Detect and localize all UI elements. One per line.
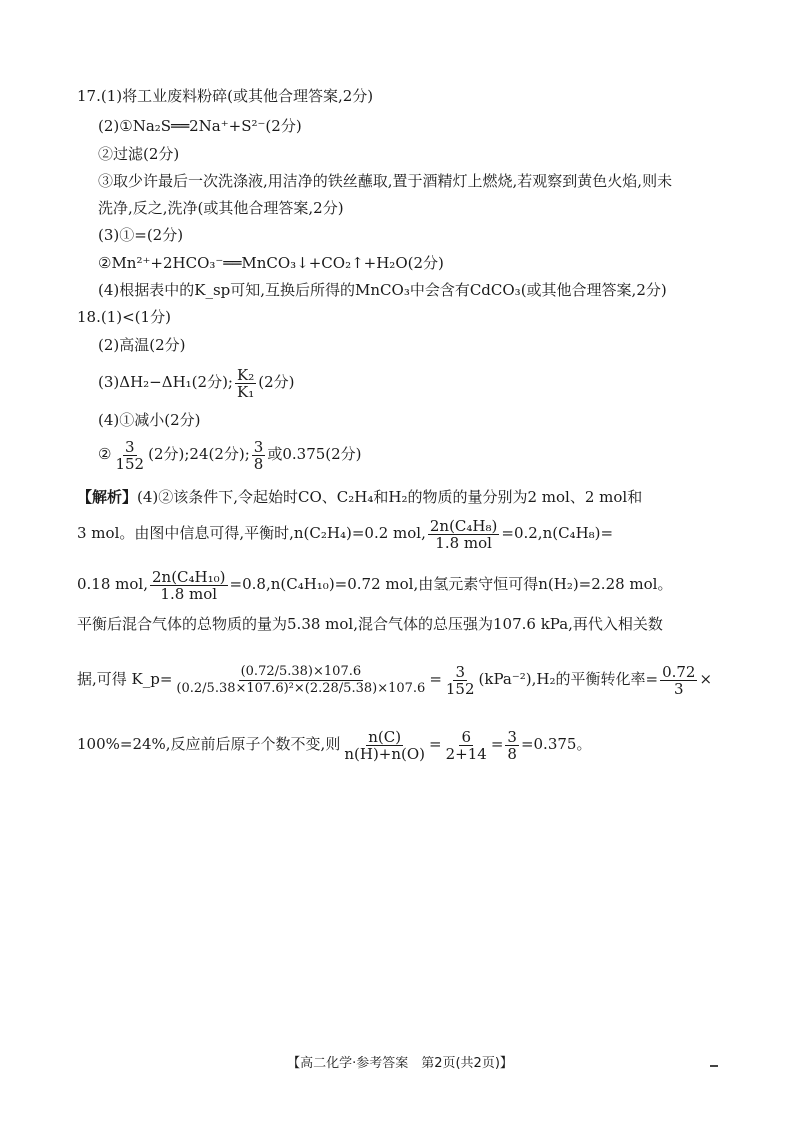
- ratio-num: 3: [253, 437, 264, 456]
- ratio-fraction: [252, 439, 266, 472]
- atom-ratio-num: n(C): [368, 727, 402, 746]
- c4h10-fraction: [150, 569, 228, 602]
- corner-mark: [710, 1065, 718, 1067]
- six-sixteenths-fraction: [444, 729, 489, 762]
- analysis-line-5: [77, 648, 712, 710]
- q17-line-4: ③取少许最后一次洗涤液,用洁净的铁丝蘸取,置于酒精灯上燃烧,若观察到黄色火焰,则未: [98, 172, 673, 190]
- c4h8-fraction: [428, 518, 500, 551]
- atom-ratio-den: n(H)+n(O): [344, 744, 426, 763]
- k-ratio-den: K₁: [236, 382, 255, 401]
- q18-line-2: (2)高温(2分): [98, 336, 186, 354]
- q18-l3-post: (2分): [258, 373, 295, 391]
- analysis-line-3: [77, 567, 672, 602]
- analysis-l5-pre: 据,可得 K_p=: [77, 670, 173, 688]
- q18-line-5: [98, 438, 362, 472]
- analysis-l3-post: =0.8,n(C₄H₁₀)=0.72 mol,由氢元素守恒可得n(H₂)=2.28 mol。: [229, 575, 673, 593]
- analysis-line-6: [77, 724, 591, 764]
- sixteen-den: 2+14: [445, 744, 487, 763]
- three-num: 3: [507, 727, 517, 746]
- analysis-l3-pre: 0.18 mol,: [77, 575, 148, 593]
- kp-den: 152: [115, 454, 145, 473]
- ratio-den: 8: [253, 454, 264, 473]
- c4h8-den: 1.8 mol: [435, 533, 492, 552]
- q18-line-4: (4)①减小(2分): [98, 411, 201, 429]
- kp-result-num: 3: [455, 662, 465, 681]
- analysis-l6-eq1: =: [429, 735, 442, 753]
- analysis-l6-eq2: =: [490, 735, 504, 753]
- q18-l5-post: 或0.375(2分): [267, 445, 362, 463]
- analysis-l6-pre: 100%=24%,反应前后原子个数不变,则: [77, 735, 341, 753]
- kp-big-fraction: [174, 664, 427, 697]
- kp-num: 3: [125, 437, 135, 456]
- analysis-l5-mid: =: [429, 670, 442, 688]
- q17-line-2: (2)①Na₂S══2Na⁺+S²⁻(2分): [98, 117, 302, 135]
- three-eighths-fraction: [505, 729, 519, 762]
- q17-line-7: ②Mn²⁺+2HCO₃⁻══MnCO₃↓+CO₂↑+H₂O(2分): [98, 254, 444, 272]
- analysis-l5-post: (kPa⁻²),H₂的平衡转化率=: [478, 670, 659, 688]
- analysis-l6-post: =0.375。: [520, 735, 592, 753]
- q17-line-3: ②过滤(2分): [98, 145, 180, 163]
- conversion-fraction: [660, 664, 697, 697]
- kp-big-den: (0.2/5.38×107.6)²×(2.28/5.38)×107.6: [176, 680, 426, 696]
- eight-den: 8: [507, 744, 517, 763]
- c4h10-num: 2n(C₄H₁₀): [152, 567, 226, 586]
- kp-big-num: (0.72/5.38)×107.6: [240, 663, 362, 679]
- q18-l5-pre: ②: [98, 445, 112, 463]
- k-ratio-fraction: [235, 367, 256, 400]
- analysis-l2-pre: 3 mol。由图中信息可得,平衡时,n(C₂H₄)=0.2 mol,: [77, 524, 426, 542]
- analysis-line-4: 平衡后混合气体的总物质的量为5.38 mol,混合气体的总压强为107.6 kPa,再代入相关数: [77, 615, 663, 633]
- q18-l5-mid: (2分);24(2分);: [148, 445, 250, 463]
- page-footer: 【高二化学·参考答案 第2页(共2页)】: [287, 1056, 513, 1071]
- analysis-line-1: [77, 487, 642, 507]
- c4h8-num: 2n(C₄H₈): [429, 516, 498, 535]
- c4h10-den: 1.8 mol: [160, 584, 218, 603]
- q17-line-1: 17.(1)将工业废料粉碎(或其他合理答案,2分): [77, 87, 374, 105]
- analysis-l2-post: =0.2,n(C₄H₈)=: [501, 524, 614, 542]
- kp-result-fraction: [444, 664, 477, 697]
- q17-line-5: 洗净,反之,洗净(或其他合理答案,2分): [98, 199, 344, 217]
- conversion-den: 3: [673, 679, 684, 698]
- conversion-num: 0.72: [662, 662, 696, 681]
- kp-fraction: [113, 439, 146, 472]
- analysis-l1-text: (4)②该条件下,令起始时CO、C₂H₄和H₂的物质的量分别为2 mol、2 mol和: [137, 488, 643, 506]
- q17-line-8: (4)根据表中的K_sp可知,互换后所得的MnCO₃中会含有CdCO₃(或其他合理答案,2分): [98, 281, 667, 299]
- atom-ratio-fraction: [342, 729, 427, 762]
- kp-result-den: 152: [445, 679, 475, 698]
- q18-line-1: 18.(1)<(1分): [77, 308, 171, 326]
- q18-l3-pre: (3)ΔH₂−ΔH₁(2分);: [98, 373, 233, 391]
- q18-line-3: [98, 366, 294, 400]
- six-num: 6: [461, 727, 471, 746]
- analysis-label: 【解析】: [77, 488, 138, 506]
- analysis-line-2: [77, 516, 613, 551]
- q17-line-6: (3)①=(2分): [98, 226, 184, 244]
- k-ratio-num: K₂: [236, 365, 255, 384]
- analysis-l5-end: ×: [699, 670, 713, 688]
